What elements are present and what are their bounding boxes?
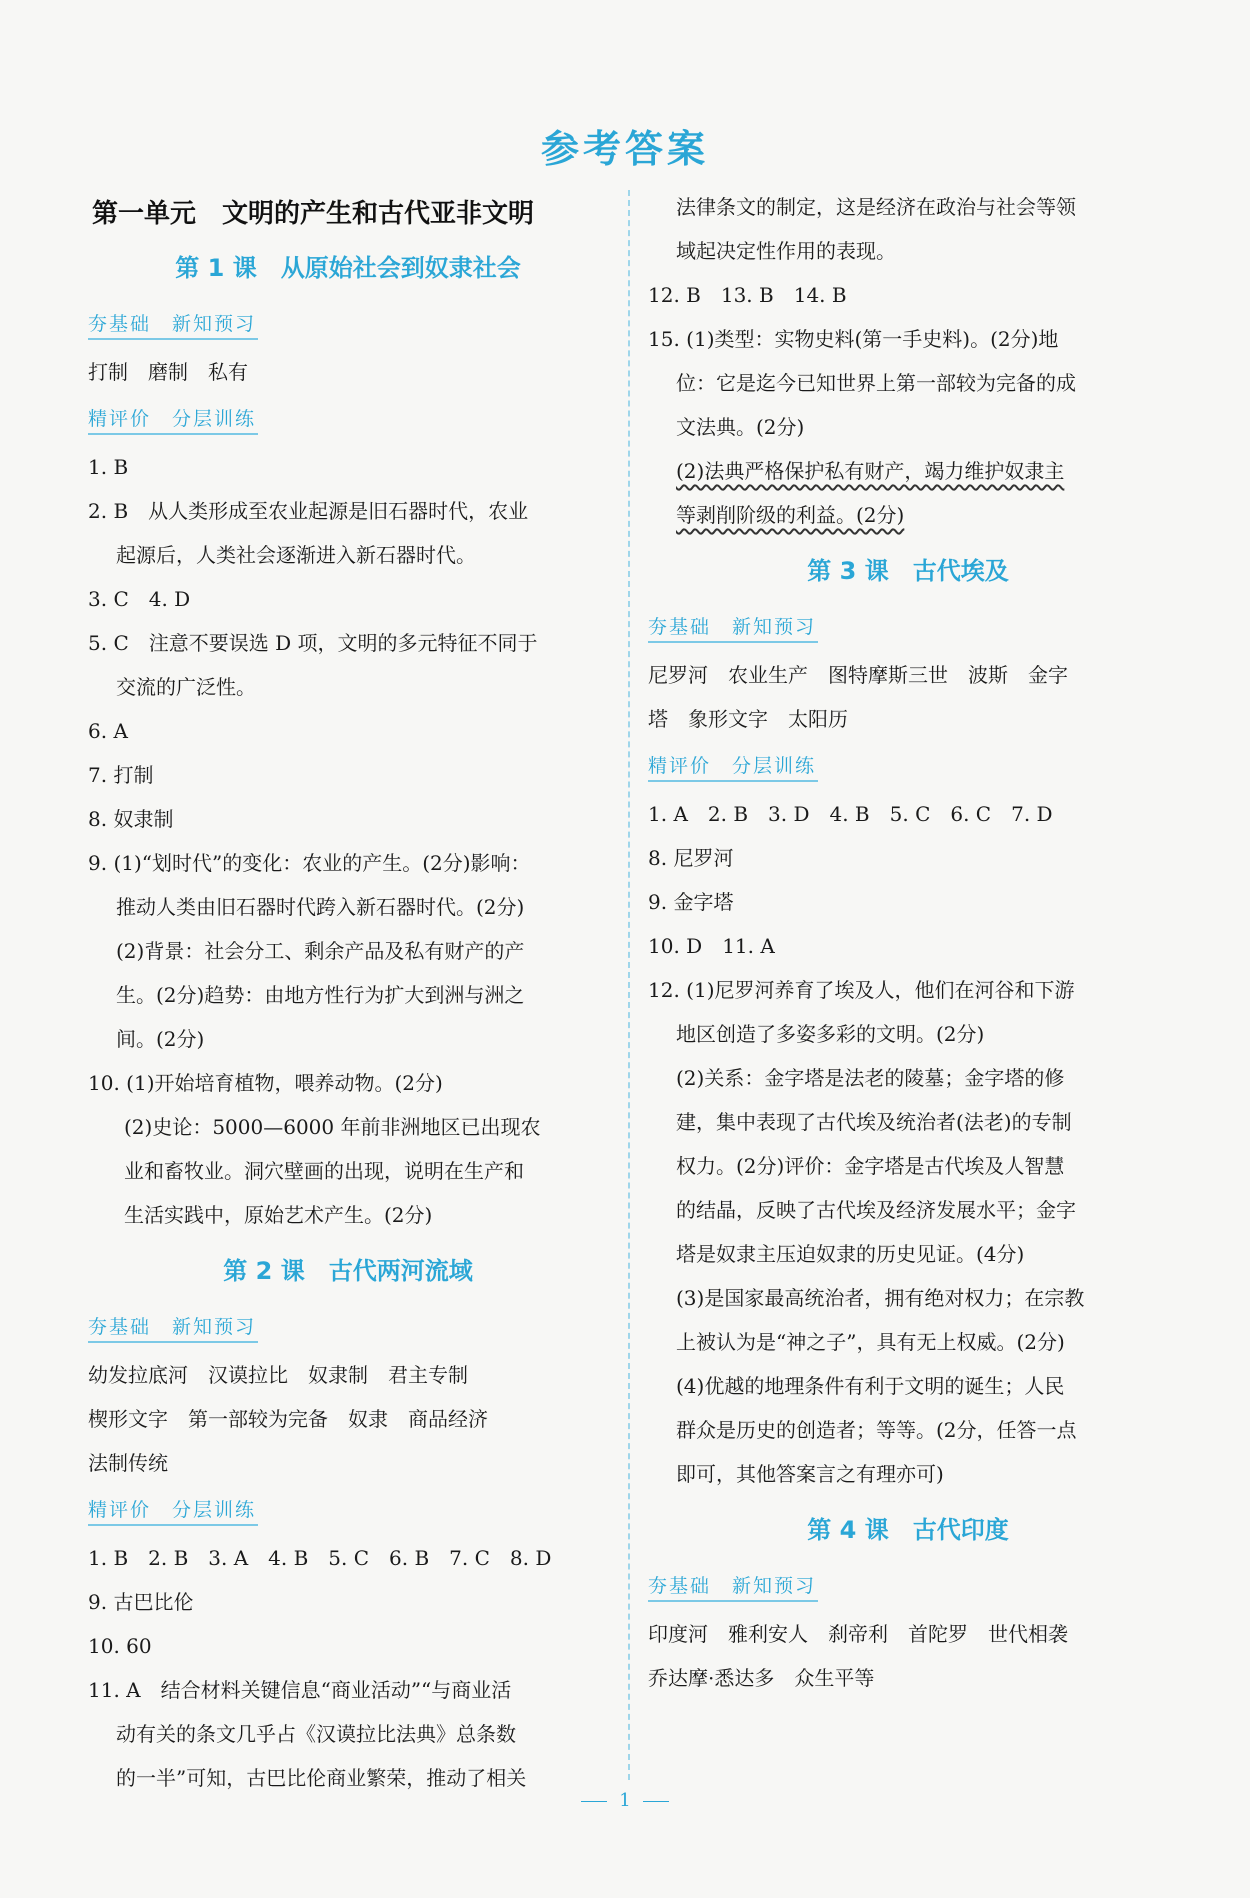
answer-line: 位：它是迄今已知世界上第一部较为完备的成 xyxy=(676,371,1076,395)
answer-line: 法律条文的制定，这是经济在政治与社会等领 xyxy=(676,195,1076,219)
answer-line: 权力。(2分)评价：金字塔是古代埃及人智慧 xyxy=(676,1154,1065,1178)
answer-line: 交流的广泛性。 xyxy=(116,675,256,699)
answer-line: 生活实践中，原始艺术产生。(2分) xyxy=(124,1203,433,1227)
answer-line: 地区创造了多姿多彩的文明。(2分) xyxy=(676,1022,985,1046)
lesson-3-title: 第 3 课 古代埃及 xyxy=(807,557,1009,585)
lesson-1-section-training: 精评价 分层训练 xyxy=(88,404,258,435)
answer-line: 动有关的条文几乎占《汉谟拉比法典》总条数 xyxy=(116,1722,516,1746)
lesson-2-section-preview: 夯基础 新知预习 xyxy=(88,1312,258,1343)
lesson-3-preview: 尼罗河 农业生产 图特摩斯三世 波斯 金字 xyxy=(648,663,1068,687)
lesson-3-section-preview: 夯基础 新知预习 xyxy=(648,612,818,643)
answer-line: 建，集中表现了古代埃及统治者(法老)的专制 xyxy=(676,1110,1072,1134)
lesson-2-preview: 幼发拉底河 汉谟拉比 奴隶制 君主专制 xyxy=(88,1363,468,1387)
answer-line: 10. 60 xyxy=(88,1634,152,1658)
answer-line: 生。(2分)趋势：由地方性行为扩大到洲与洲之 xyxy=(116,983,525,1007)
answer-line: 9. 金字塔 xyxy=(648,890,734,914)
lesson-2-preview: 法制传统 xyxy=(88,1451,168,1475)
answer-line: 1. B 2. B 3. A 4. B 5. C 6. B 7. C 8. D xyxy=(88,1546,552,1570)
answer-line: 2. B 从人类形成至农业起源是旧石器时代，农业 xyxy=(88,499,529,523)
lesson-3-preview: 塔 象形文字 太阳历 xyxy=(648,707,848,731)
lesson-2-preview: 楔形文字 第一部较为完备 奴隶 商品经济 xyxy=(88,1407,488,1431)
lesson-2-section-training: 精评价 分层训练 xyxy=(88,1495,258,1526)
answer-line: 域起决定性作用的表现。 xyxy=(676,239,896,263)
page-title: 参考答案 xyxy=(540,127,709,171)
answer-line: 7. 打制 xyxy=(88,763,154,787)
answer-line: 11. A 结合材料关键信息“商业活动”“与商业活 xyxy=(88,1678,512,1702)
answer-line: 1. A 2. B 3. D 4. B 5. C 6. C 7. D xyxy=(648,802,1053,826)
lesson-1-section-preview: 夯基础 新知预习 xyxy=(88,309,258,340)
answer-line: 文法典。(2分) xyxy=(676,415,805,439)
answer-line: (2)关系：金字塔是法老的陵墓；金字塔的修 xyxy=(676,1066,1065,1090)
answer-line: (3)是国家最高统治者，拥有绝对权力；在宗教 xyxy=(676,1286,1085,1310)
answer-line: 上被认为是“神之子”，具有无上权威。(2分) xyxy=(676,1330,1065,1354)
lesson-4-preview: 乔达摩·悉达多 众生平等 xyxy=(648,1666,875,1690)
wavy-underlined-text: 等剥削阶级的利益。(2分) xyxy=(676,503,905,527)
answer-line: 10. (1)开始培育植物，喂养动物。(2分) xyxy=(88,1071,443,1095)
answer-line: 6. A xyxy=(88,719,128,743)
answer-line: 起源后，人类社会逐渐进入新石器时代。 xyxy=(116,543,476,567)
lesson-1-preview: 打制 磨制 私有 xyxy=(88,360,248,384)
answer-line: 9. 古巴比伦 xyxy=(88,1590,194,1614)
left-column xyxy=(88,185,608,1800)
answer-line: (4)优越的地理条件有利于文明的诞生；人民 xyxy=(676,1374,1065,1398)
lesson-4-preview: 印度河 雅利安人 刹帝利 首陀罗 世代相袭 xyxy=(648,1622,1068,1646)
answer-line: 9. (1)“划时代”的变化：农业的产生。(2分)影响： xyxy=(88,851,531,875)
unit-title: 第一单元 文明的产生和古代亚非文明 xyxy=(92,199,535,229)
answer-line: 的结晶，反映了古代埃及经济发展水平；金字 xyxy=(676,1198,1076,1222)
answer-line: 15. (1)类型：实物史料(第一手史料)。(2分)地 xyxy=(648,327,1059,351)
answer-line: 塔是奴隶主压迫奴隶的历史见证。(4分) xyxy=(676,1242,1025,1266)
answer-line xyxy=(648,449,1168,493)
footer-dash xyxy=(581,1801,607,1802)
lesson-3-section-training: 精评价 分层训练 xyxy=(648,751,818,782)
answer-line: 即可，其他答案言之有理亦可) xyxy=(676,1462,944,1486)
answer-line: 群众是历史的创造者；等等。(2分，任答一点 xyxy=(676,1418,1077,1442)
answer-line: 10. D 11. A xyxy=(648,934,775,958)
answer-line: (2)背景：社会分工、剩余产品及私有财产的产 xyxy=(116,939,525,963)
answer-line: 业和畜牧业。洞穴壁画的出现，说明在生产和 xyxy=(124,1159,524,1183)
answer-line xyxy=(648,493,1168,537)
answer-line: 间。(2分) xyxy=(116,1027,205,1051)
footer-dash xyxy=(643,1801,669,1802)
answer-line: 8. 尼罗河 xyxy=(648,846,734,870)
answer-line: 12. B 13. B 14. B xyxy=(648,283,847,307)
lesson-2-title: 第 2 课 古代两河流域 xyxy=(223,1257,473,1285)
page-footer xyxy=(0,1790,1250,1811)
answer-line: 3. C 4. D xyxy=(88,587,191,611)
answer-line: 8. 奴隶制 xyxy=(88,807,174,831)
lesson-4-section-preview: 夯基础 新知预习 xyxy=(648,1571,818,1602)
lesson-1-title: 第 1 课 从原始社会到奴隶社会 xyxy=(175,254,521,282)
answer-line: 5. C 注意不要误选 D 项，文明的多元特征不同于 xyxy=(88,631,538,655)
column-divider xyxy=(628,190,630,1780)
answer-line: 推动人类由旧石器时代跨入新石器时代。(2分) xyxy=(116,895,525,919)
answer-line: 1. B xyxy=(88,455,129,479)
right-column xyxy=(648,185,1168,1700)
answer-line: 12. (1)尼罗河养育了埃及人，他们在河谷和下游 xyxy=(648,978,1075,1002)
answer-line: 的一半”可知，古巴比伦商业繁荣，推动了相关 xyxy=(116,1766,527,1790)
lesson-4-title: 第 4 课 古代印度 xyxy=(807,1516,1009,1544)
page-number: 1 xyxy=(619,1790,631,1811)
wavy-underlined-text: (2)法典严格保护私有财产，竭力维护奴隶主 xyxy=(676,459,1065,483)
answer-line: (2)史论：5000—6000 年前非洲地区已出现农 xyxy=(124,1115,541,1139)
